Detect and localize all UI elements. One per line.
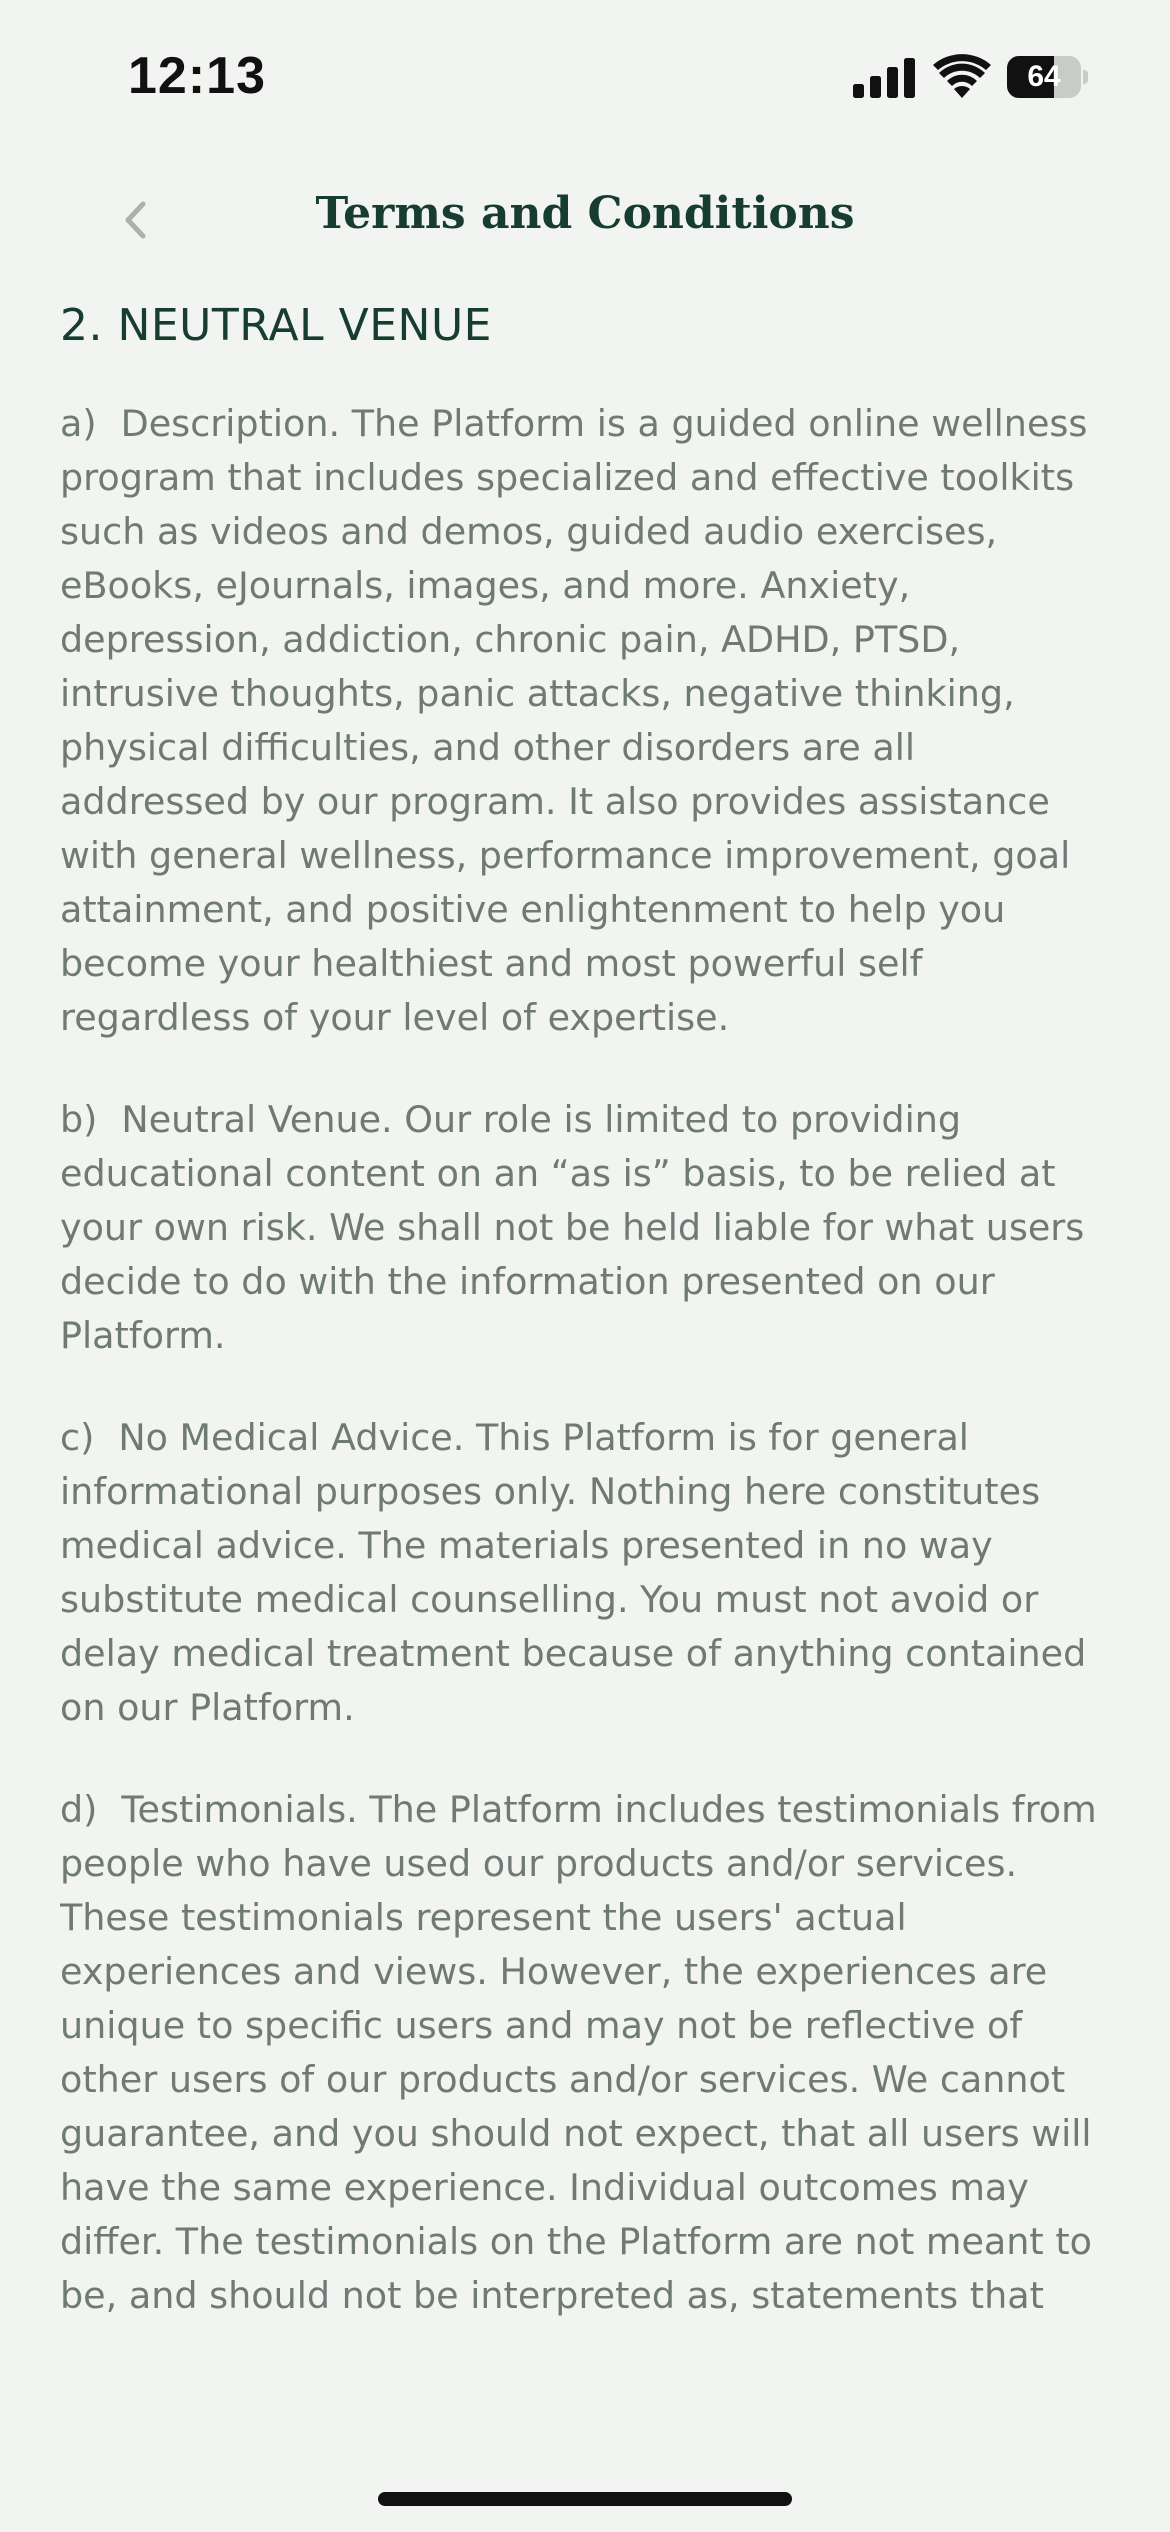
paragraph-text: Neutral Venue. Our role is limited to providing educational content on an “as is” basis, to be relied at your own risk. We shall not be held liable for what users decide to do with the information presented on our Platform. [60, 1098, 1085, 1357]
battery-body [1007, 56, 1081, 98]
status-bar [0, 0, 1170, 150]
terms-content[interactable] [60, 300, 1110, 2330]
paragraph-marker: d) [60, 1788, 98, 1831]
nav-bar [0, 170, 1170, 270]
status-time: 12:13 [128, 47, 266, 105]
cellular-signal-icon [853, 58, 917, 98]
wifi-icon [933, 54, 991, 98]
paragraph-text: Testimonials. The Platform includes testimonials from people who have used our products and/or services. These testimonials represent the users' actual experiences and views. However, the experiences are unique to specific users and may not be reflective of other users of our products and/or services. We cannot guarantee, and you should not expect, that all users will have the same experience. Individual outcomes may differ. The testimonials on the Platform are not meant to be, and should not be interpreted as, statements that [60, 1788, 1097, 2317]
section-heading: 2. NEUTRAL VENUE [60, 300, 492, 351]
paragraph-d [60, 1783, 1110, 2323]
paragraph-marker: c) [60, 1416, 95, 1459]
home-indicator[interactable] [378, 2492, 792, 2506]
paragraph-c [60, 1411, 1110, 1735]
paragraph-text: No Medical Advice. This Platform is for general informational purposes only. Nothing here constitutes medical advice. The materials presented in no way substitute medical counselling. You must not avoid or delay medical treatment because of anything contained on our Platform. [60, 1416, 1087, 1729]
page-title: Terms and Conditions [315, 188, 855, 239]
paragraph-a [60, 397, 1110, 1045]
paragraph-marker: a) [60, 402, 97, 445]
paragraph-marker: b) [60, 1098, 98, 1141]
battery-level-text: 64 [1027, 60, 1061, 93]
battery-cap [1083, 70, 1088, 84]
battery-indicator [1007, 56, 1087, 98]
paragraph-b [60, 1093, 1110, 1363]
paragraph-text: Description. The Platform is a guided online wellness program that includes specialized and effective toolkits such as videos and demos, guided audio exercises, eBooks, eJournals, images, and more. Anxiety, depression, addiction, chronic pain, ADHD, PTSD, intrusive thoughts, panic attacks, negative thinking, physical difficulties, and other disorders are all addressed by our program. It also provides assistance with general wellness, performance improvement, goal attainment, and positive enlightenment to help you become your healthiest and most powerful self regardless of your level of expertise. [60, 402, 1088, 1039]
